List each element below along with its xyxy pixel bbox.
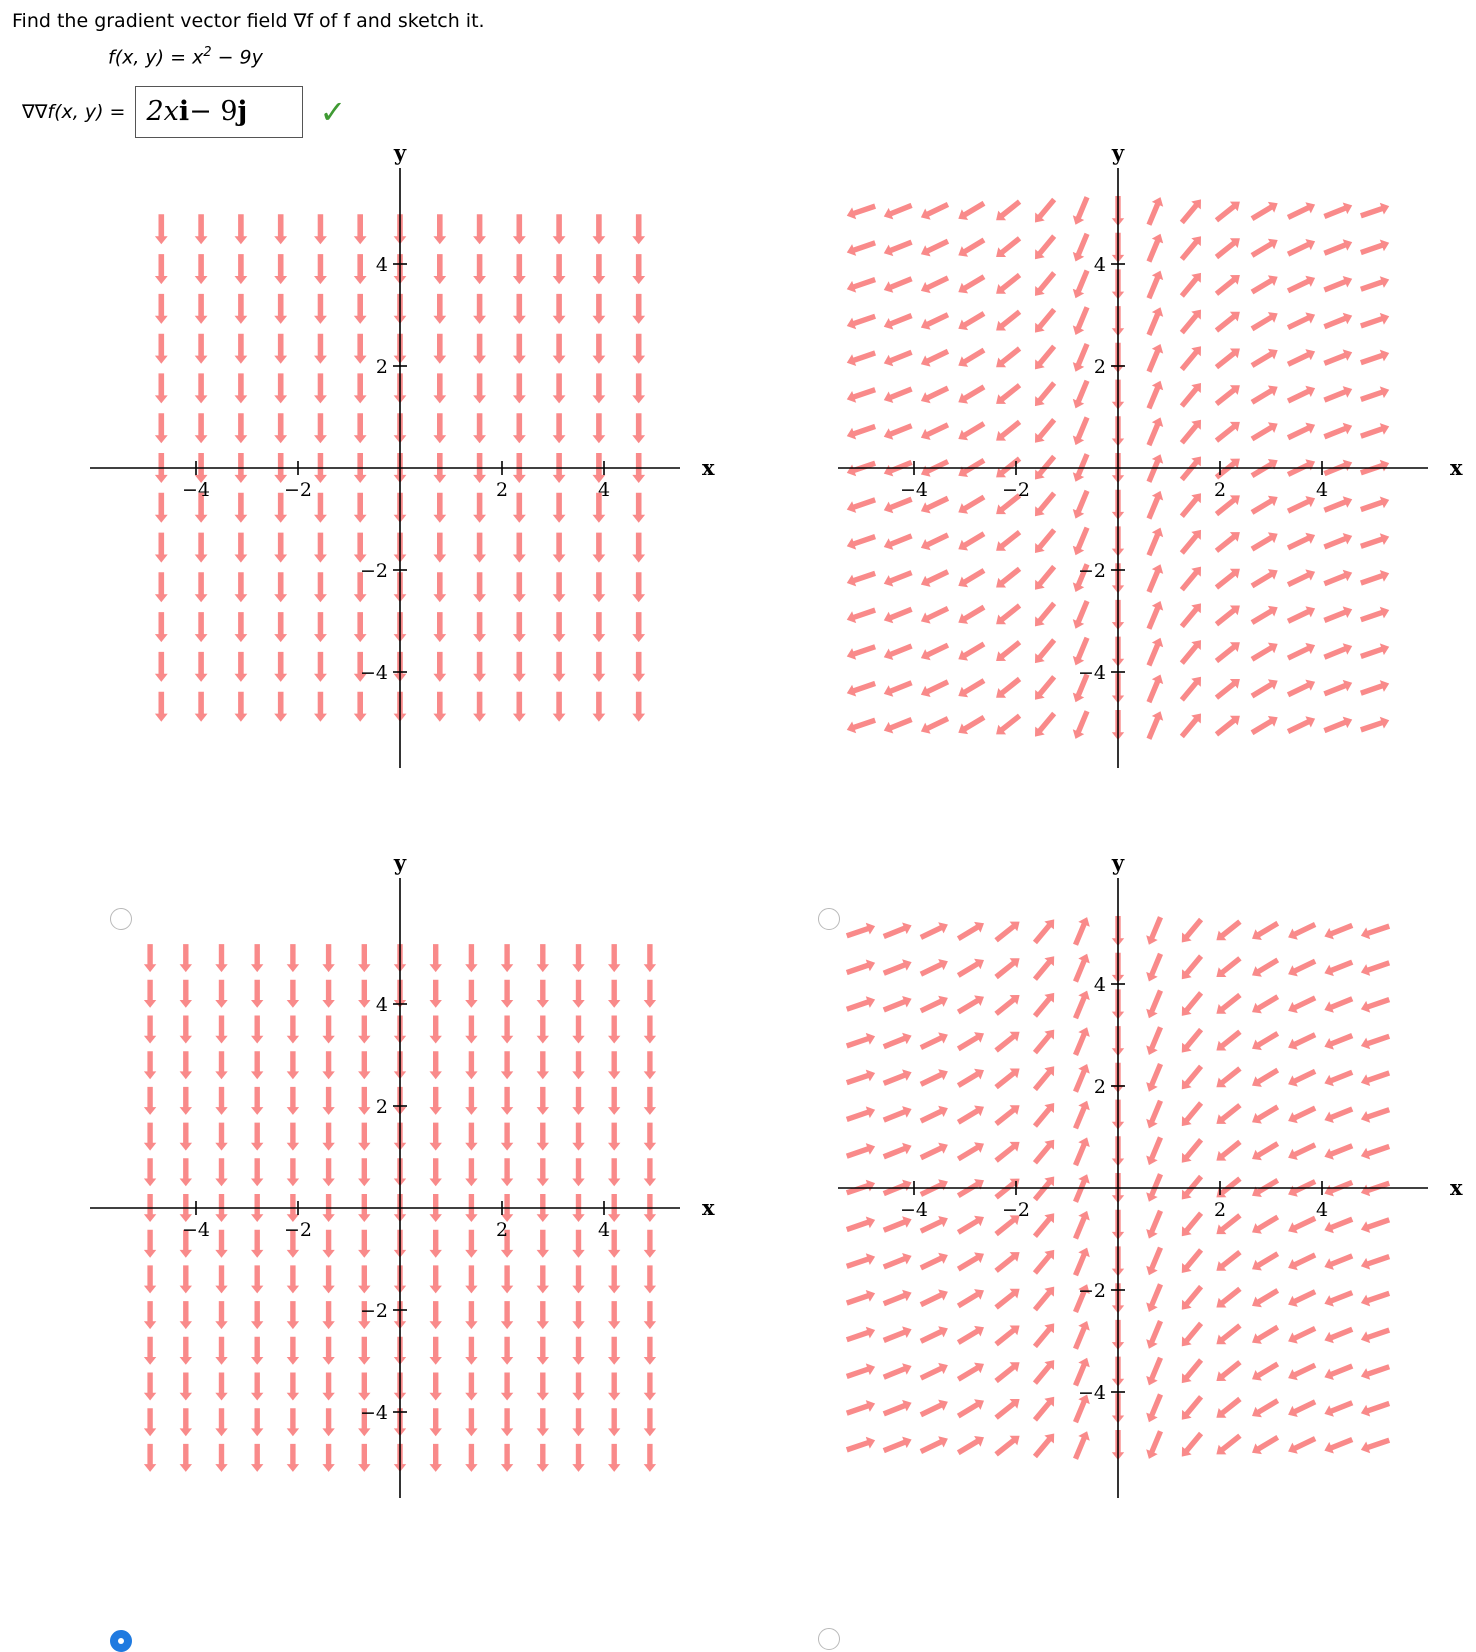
function-prefix: f(x, y) = x <box>108 45 204 68</box>
x-tick-minus2: −2 <box>283 478 313 501</box>
x-tick-4: 4 <box>1315 478 1329 501</box>
y-axis-label: y <box>393 857 407 875</box>
answer-label: ∇∇f(x, y) = <box>22 100 126 123</box>
option-a-panel[interactable] <box>0 138 738 848</box>
answer-coefficient: 2x <box>146 96 179 128</box>
options-grid <box>0 138 1476 1478</box>
y-axis-label: y <box>1111 857 1125 875</box>
x-tick-2: 2 <box>1213 1198 1227 1221</box>
x-tick-4: 4 <box>597 478 611 501</box>
y-tick-2: 2 <box>375 355 388 378</box>
option-b-panel[interactable] <box>738 138 1476 848</box>
x-tick-minus2: −2 <box>283 1218 313 1241</box>
y-axis-label: y <box>393 147 407 165</box>
y-tick-4: 4 <box>375 993 388 1016</box>
y-tick-minus2: −2 <box>1077 1279 1106 1302</box>
y-tick-4: 4 <box>1093 973 1106 996</box>
y-tick-minus4: −4 <box>359 1401 388 1424</box>
x-tick-minus4: −4 <box>899 1198 929 1221</box>
x-axis-label: x <box>702 1194 715 1220</box>
x-tick-4: 4 <box>1315 1198 1329 1221</box>
y-tick-minus2: −2 <box>359 1299 388 1322</box>
x-axis-label: x <box>1450 1174 1463 1200</box>
vector-field-d <box>828 858 1468 1498</box>
function-exponent: 2 <box>203 44 212 60</box>
correct-check-icon: ✓ <box>319 92 347 131</box>
y-tick-minus4: −4 <box>1077 661 1106 684</box>
answer-i-unit: i <box>178 96 190 128</box>
gradient-answer-input[interactable] <box>135 86 303 138</box>
y-tick-2: 2 <box>375 1095 388 1118</box>
x-axis-label: x <box>702 454 715 480</box>
option-d-plot <box>828 858 1468 1498</box>
x-tick-2: 2 <box>1213 478 1227 501</box>
option-b-plot <box>828 148 1468 788</box>
option-d-radio[interactable] <box>818 1628 840 1650</box>
answer-row <box>0 68 1476 138</box>
y-tick-2: 2 <box>1093 1075 1106 1098</box>
function-definition <box>0 35 1476 68</box>
answer-label-text: ∇f(x, y) = <box>34 100 126 123</box>
y-tick-4: 4 <box>1093 253 1106 276</box>
y-axis-label: y <box>1111 147 1125 165</box>
option-c-panel[interactable] <box>0 848 738 1558</box>
x-tick-2: 2 <box>495 478 509 501</box>
x-tick-minus4: −4 <box>181 1218 211 1241</box>
x-tick-4: 4 <box>597 1218 611 1241</box>
y-tick-minus4: −4 <box>359 661 388 684</box>
answer-minus-term: − 9 <box>189 96 238 128</box>
x-axis-label: x <box>1450 454 1463 480</box>
vector-field-c <box>80 858 720 1498</box>
x-tick-minus4: −4 <box>181 478 211 501</box>
y-tick-4: 4 <box>375 253 388 276</box>
answer-j-unit: j <box>237 96 248 128</box>
x-tick-minus2: −2 <box>1001 478 1031 501</box>
y-tick-minus2: −2 <box>359 559 388 582</box>
option-c-plot <box>80 858 720 1498</box>
x-tick-minus2: −2 <box>1001 1198 1031 1221</box>
function-suffix: − 9y <box>211 45 263 68</box>
option-a-plot <box>80 148 720 788</box>
x-tick-2: 2 <box>495 1218 509 1241</box>
question-prompt: Find the gradient vector field ∇f of f and sketch it. <box>12 10 485 32</box>
vector-field-a <box>80 148 720 788</box>
x-tick-minus4: −4 <box>899 478 929 501</box>
option-d-panel[interactable] <box>738 848 1476 1558</box>
y-tick-minus4: −4 <box>1077 1381 1106 1404</box>
option-c-radio[interactable] <box>110 1630 132 1652</box>
vector-field-b <box>828 148 1468 788</box>
y-tick-2: 2 <box>1093 355 1106 378</box>
y-tick-minus2: −2 <box>1077 559 1106 582</box>
